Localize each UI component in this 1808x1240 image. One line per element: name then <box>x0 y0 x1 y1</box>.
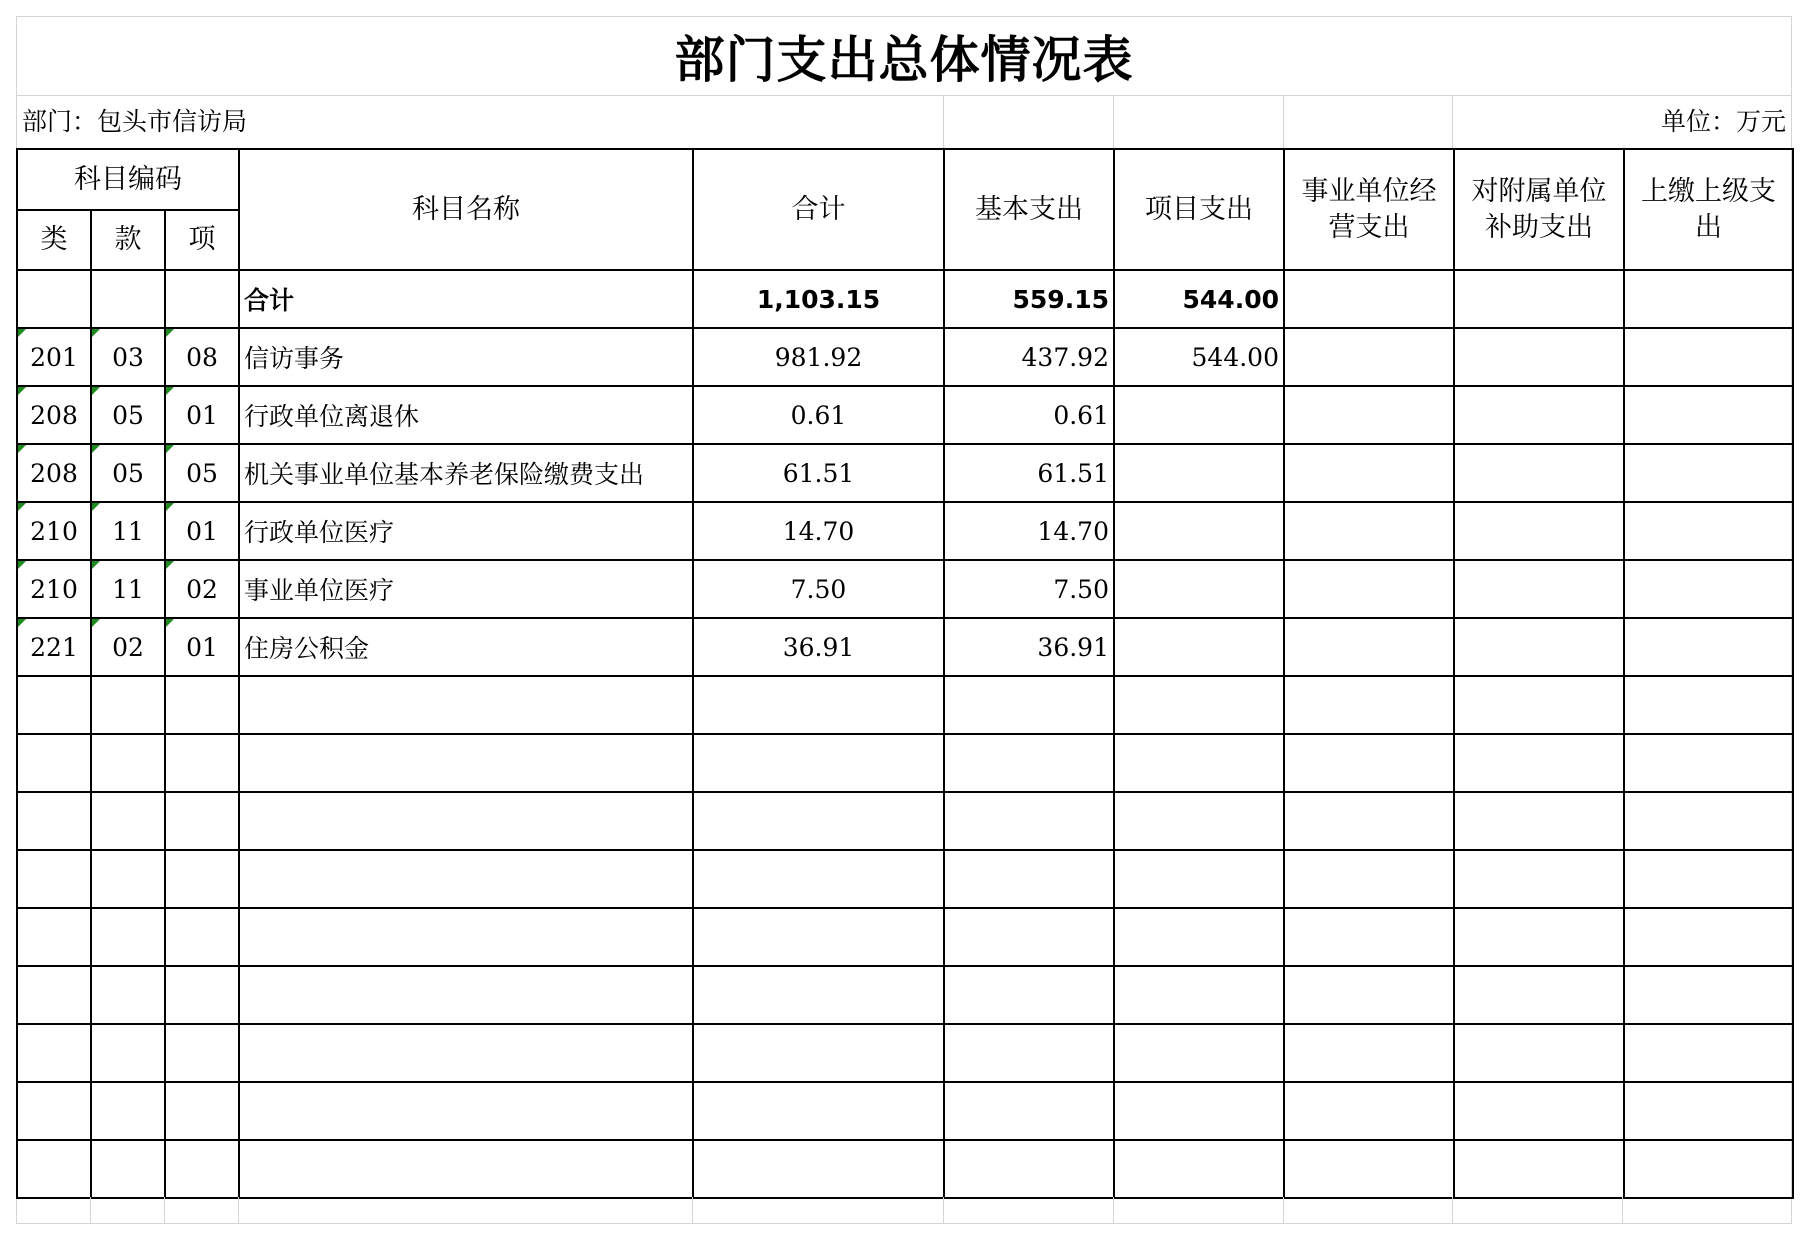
cell-basic[interactable] <box>944 966 1114 1024</box>
cell-kuan[interactable] <box>91 850 165 908</box>
cell-xiang[interactable] <box>165 1082 239 1140</box>
table-row <box>17 328 1793 386</box>
cell-subsidy[interactable] <box>1454 734 1624 792</box>
cell-basic[interactable]: 437.92 <box>944 328 1114 386</box>
cell-enterprise[interactable] <box>1284 966 1454 1024</box>
gridline <box>1113 96 1114 148</box>
cell-enterprise[interactable] <box>1284 1140 1454 1198</box>
cell-kuan[interactable] <box>91 734 165 792</box>
cell-subsidy[interactable] <box>1454 618 1624 676</box>
cell-kuan[interactable]: 05 <box>91 386 165 444</box>
header-superior: 上缴上级支出 <box>1624 149 1793 270</box>
cell-lei[interactable] <box>17 1140 91 1198</box>
cell-basic[interactable] <box>944 1024 1114 1082</box>
cell-subject-name[interactable] <box>239 1082 693 1140</box>
header-subsidy: 对附属单位补助支出 <box>1454 149 1624 270</box>
gridline <box>1452 96 1453 148</box>
cell-xiang[interactable]: 01 <box>165 618 239 676</box>
cell-xiang[interactable] <box>165 270 239 328</box>
table-row <box>17 676 1793 734</box>
cell-kuan[interactable] <box>91 1082 165 1140</box>
cell-basic[interactable]: 559.15 <box>944 270 1114 328</box>
footer-gridlines <box>16 1197 1792 1224</box>
cell-subject-name[interactable]: 事业单位医疗 <box>239 560 693 618</box>
header-kuan: 款 <box>91 210 165 270</box>
table-row <box>17 502 1793 560</box>
cell-project[interactable] <box>1114 560 1284 618</box>
cell-xiang[interactable]: 02 <box>165 560 239 618</box>
cell-kuan[interactable] <box>91 792 165 850</box>
gridline <box>1283 1197 1284 1224</box>
table-row <box>17 1024 1793 1082</box>
cell-lei[interactable]: 208 <box>17 444 91 502</box>
cell-superior[interactable] <box>1624 1082 1793 1140</box>
expenditure-table <box>16 148 1794 1199</box>
cell-lei[interactable]: 210 <box>17 560 91 618</box>
unit-label: 单位：万元 <box>1660 107 1786 136</box>
cell-basic[interactable]: 61.51 <box>944 444 1114 502</box>
table-row <box>17 792 1793 850</box>
header-project: 项目支出 <box>1114 149 1284 270</box>
cell-superior[interactable] <box>1624 734 1793 792</box>
cell-project[interactable] <box>1114 386 1284 444</box>
cell-superior[interactable] <box>1624 270 1793 328</box>
header-enterprise: 事业单位经营支出 <box>1284 149 1454 270</box>
cell-lei[interactable] <box>17 850 91 908</box>
cell-subject-name[interactable] <box>239 734 693 792</box>
table-row <box>17 1082 1793 1140</box>
cell-superior[interactable] <box>1624 908 1793 966</box>
cell-kuan[interactable]: 11 <box>91 502 165 560</box>
cell-project[interactable] <box>1114 850 1284 908</box>
header-code-group: 科目编码 <box>17 149 239 210</box>
cell-project[interactable] <box>1114 734 1284 792</box>
cell-lei[interactable] <box>17 1024 91 1082</box>
cell-kuan[interactable] <box>91 908 165 966</box>
department-label: 部门：包头市信访局 <box>22 107 248 136</box>
cell-xiang[interactable] <box>165 676 239 734</box>
cell-xiang[interactable] <box>165 850 239 908</box>
cell-kuan[interactable]: 03 <box>91 328 165 386</box>
cell-subsidy[interactable] <box>1454 1082 1624 1140</box>
cell-subject-name[interactable]: 信访事务 <box>239 328 693 386</box>
cell-subsidy[interactable] <box>1454 850 1624 908</box>
cell-total[interactable] <box>693 966 944 1024</box>
cell-kuan[interactable]: 02 <box>91 618 165 676</box>
cell-basic[interactable]: 0.61 <box>944 386 1114 444</box>
cell-enterprise[interactable] <box>1284 386 1454 444</box>
cell-subject-name[interactable]: 机关事业单位基本养老保险缴费支出 <box>239 444 693 502</box>
cell-subject-name[interactable] <box>239 1024 693 1082</box>
cell-enterprise[interactable] <box>1284 502 1454 560</box>
cell-superior[interactable] <box>1624 618 1793 676</box>
cell-total[interactable]: 0.61 <box>693 386 944 444</box>
gridline <box>692 1197 693 1224</box>
cell-project[interactable] <box>1114 618 1284 676</box>
cell-xiang[interactable]: 05 <box>165 444 239 502</box>
table-row <box>17 850 1793 908</box>
cell-lei[interactable] <box>17 908 91 966</box>
cell-project[interactable]: 544.00 <box>1114 270 1284 328</box>
cell-lei[interactable] <box>17 966 91 1024</box>
cell-subject-name[interactable] <box>239 850 693 908</box>
gridline <box>238 1197 239 1224</box>
cell-kuan[interactable] <box>91 1140 165 1198</box>
cell-xiang[interactable] <box>165 792 239 850</box>
cell-subsidy[interactable] <box>1454 1024 1624 1082</box>
cell-kuan[interactable] <box>91 270 165 328</box>
cell-kuan[interactable] <box>91 676 165 734</box>
gridline <box>943 96 944 148</box>
table-row <box>17 560 1793 618</box>
cell-superior[interactable] <box>1624 328 1793 386</box>
cell-subject-name[interactable] <box>239 1140 693 1198</box>
table-row <box>17 1140 1793 1198</box>
cell-subject-name[interactable]: 住房公积金 <box>239 618 693 676</box>
gridline <box>1283 96 1284 148</box>
cell-xiang[interactable]: 01 <box>165 502 239 560</box>
cell-subsidy[interactable] <box>1454 386 1624 444</box>
cell-superior[interactable] <box>1624 560 1793 618</box>
cell-total[interactable] <box>693 1140 944 1198</box>
cell-lei[interactable] <box>17 676 91 734</box>
cell-total[interactable] <box>693 676 944 734</box>
cell-lei[interactable]: 210 <box>17 502 91 560</box>
cell-subsidy[interactable] <box>1454 560 1624 618</box>
cell-total[interactable] <box>693 734 944 792</box>
cell-project[interactable] <box>1114 908 1284 966</box>
cell-superior[interactable] <box>1624 792 1793 850</box>
cell-basic[interactable]: 36.91 <box>944 618 1114 676</box>
cell-superior[interactable] <box>1624 850 1793 908</box>
cell-basic[interactable]: 14.70 <box>944 502 1114 560</box>
cell-subject-name[interactable] <box>239 676 693 734</box>
cell-lei[interactable]: 208 <box>17 386 91 444</box>
cell-kuan[interactable] <box>91 966 165 1024</box>
cell-project[interactable] <box>1114 502 1284 560</box>
cell-lei[interactable] <box>17 734 91 792</box>
cell-subsidy[interactable] <box>1454 792 1624 850</box>
table-body <box>17 270 1793 1198</box>
cell-lei[interactable] <box>17 792 91 850</box>
table-row <box>17 908 1793 966</box>
cell-enterprise[interactable] <box>1284 444 1454 502</box>
cell-superior[interactable] <box>1624 502 1793 560</box>
cell-lei[interactable]: 221 <box>17 618 91 676</box>
cell-enterprise[interactable] <box>1284 734 1454 792</box>
cell-total[interactable]: 36.91 <box>693 618 944 676</box>
cell-total[interactable] <box>693 850 944 908</box>
cell-total[interactable]: 14.70 <box>693 502 944 560</box>
cell-subject-name[interactable]: 行政单位离退休 <box>239 386 693 444</box>
cell-basic[interactable] <box>944 850 1114 908</box>
cell-lei[interactable]: 201 <box>17 328 91 386</box>
cell-total[interactable] <box>693 1082 944 1140</box>
cell-kuan[interactable] <box>91 1024 165 1082</box>
cell-superior[interactable] <box>1624 966 1793 1024</box>
cell-enterprise[interactable] <box>1284 792 1454 850</box>
table-row <box>17 618 1793 676</box>
cell-basic[interactable] <box>944 1140 1114 1198</box>
cell-subsidy[interactable] <box>1454 328 1624 386</box>
cell-total[interactable] <box>693 1024 944 1082</box>
cell-superior[interactable] <box>1624 386 1793 444</box>
cell-project[interactable]: 544.00 <box>1114 328 1284 386</box>
page-title: 部门支出总体情况表 <box>16 16 1792 96</box>
table-row <box>17 734 1793 792</box>
cell-xiang[interactable] <box>165 1140 239 1198</box>
gridline <box>164 1197 165 1224</box>
gridline <box>90 1197 91 1224</box>
cell-total[interactable]: 1,103.15 <box>693 270 944 328</box>
cell-subsidy[interactable] <box>1454 966 1624 1024</box>
cell-xiang[interactable] <box>165 1024 239 1082</box>
header-lei: 类 <box>17 210 91 270</box>
gridline <box>1622 1197 1623 1224</box>
cell-xiang[interactable] <box>165 734 239 792</box>
header-basic: 基本支出 <box>944 149 1114 270</box>
cell-project[interactable] <box>1114 792 1284 850</box>
header-name: 科目名称 <box>239 149 693 270</box>
cell-enterprise[interactable] <box>1284 328 1454 386</box>
cell-subsidy[interactable] <box>1454 270 1624 328</box>
cell-total[interactable] <box>693 792 944 850</box>
gridline <box>1452 1197 1453 1224</box>
meta-row <box>16 96 1792 148</box>
cell-superior[interactable] <box>1624 676 1793 734</box>
cell-enterprise[interactable] <box>1284 676 1454 734</box>
cell-total[interactable] <box>693 908 944 966</box>
header-total: 合计 <box>693 149 944 270</box>
cell-basic[interactable] <box>944 734 1114 792</box>
cell-project[interactable] <box>1114 966 1284 1024</box>
cell-total[interactable]: 61.51 <box>693 444 944 502</box>
table-row <box>17 386 1793 444</box>
cell-project[interactable] <box>1114 444 1284 502</box>
table-row <box>17 966 1793 1024</box>
cell-subsidy[interactable] <box>1454 502 1624 560</box>
cell-subsidy[interactable] <box>1454 444 1624 502</box>
gridline <box>1113 1197 1114 1224</box>
cell-subject-name[interactable]: 合计 <box>239 270 693 328</box>
cell-subsidy[interactable] <box>1454 676 1624 734</box>
cell-xiang[interactable] <box>165 966 239 1024</box>
cell-basic[interactable] <box>944 676 1114 734</box>
cell-xiang[interactable]: 01 <box>165 386 239 444</box>
cell-total[interactable]: 7.50 <box>693 560 944 618</box>
total-row <box>17 270 1793 328</box>
gridline <box>943 1197 944 1224</box>
cell-xiang[interactable]: 08 <box>165 328 239 386</box>
cell-superior[interactable] <box>1624 444 1793 502</box>
cell-subject-name[interactable] <box>239 908 693 966</box>
cell-subsidy[interactable] <box>1454 908 1624 966</box>
cell-basic[interactable]: 7.50 <box>944 560 1114 618</box>
cell-lei[interactable] <box>17 1082 91 1140</box>
cell-subject-name[interactable] <box>239 792 693 850</box>
cell-superior[interactable] <box>1624 1024 1793 1082</box>
cell-enterprise[interactable] <box>1284 560 1454 618</box>
cell-subsidy[interactable] <box>1454 1140 1624 1198</box>
cell-enterprise[interactable] <box>1284 1082 1454 1140</box>
cell-enterprise[interactable] <box>1284 1024 1454 1082</box>
cell-project[interactable] <box>1114 1082 1284 1140</box>
cell-kuan[interactable]: 11 <box>91 560 165 618</box>
cell-enterprise[interactable] <box>1284 850 1454 908</box>
cell-enterprise[interactable] <box>1284 908 1454 966</box>
cell-xiang[interactable] <box>165 908 239 966</box>
cell-project[interactable] <box>1114 1024 1284 1082</box>
cell-basic[interactable] <box>944 908 1114 966</box>
cell-basic[interactable] <box>944 792 1114 850</box>
table-row <box>17 444 1793 502</box>
cell-total[interactable]: 981.92 <box>693 328 944 386</box>
cell-project[interactable] <box>1114 676 1284 734</box>
cell-lei[interactable] <box>17 270 91 328</box>
cell-subject-name[interactable]: 行政单位医疗 <box>239 502 693 560</box>
cell-superior[interactable] <box>1624 1140 1793 1198</box>
cell-enterprise[interactable] <box>1284 270 1454 328</box>
cell-kuan[interactable]: 05 <box>91 444 165 502</box>
header-xiang: 项 <box>165 210 239 270</box>
cell-basic[interactable] <box>944 1082 1114 1140</box>
cell-enterprise[interactable] <box>1284 618 1454 676</box>
cell-subject-name[interactable] <box>239 966 693 1024</box>
cell-project[interactable] <box>1114 1140 1284 1198</box>
